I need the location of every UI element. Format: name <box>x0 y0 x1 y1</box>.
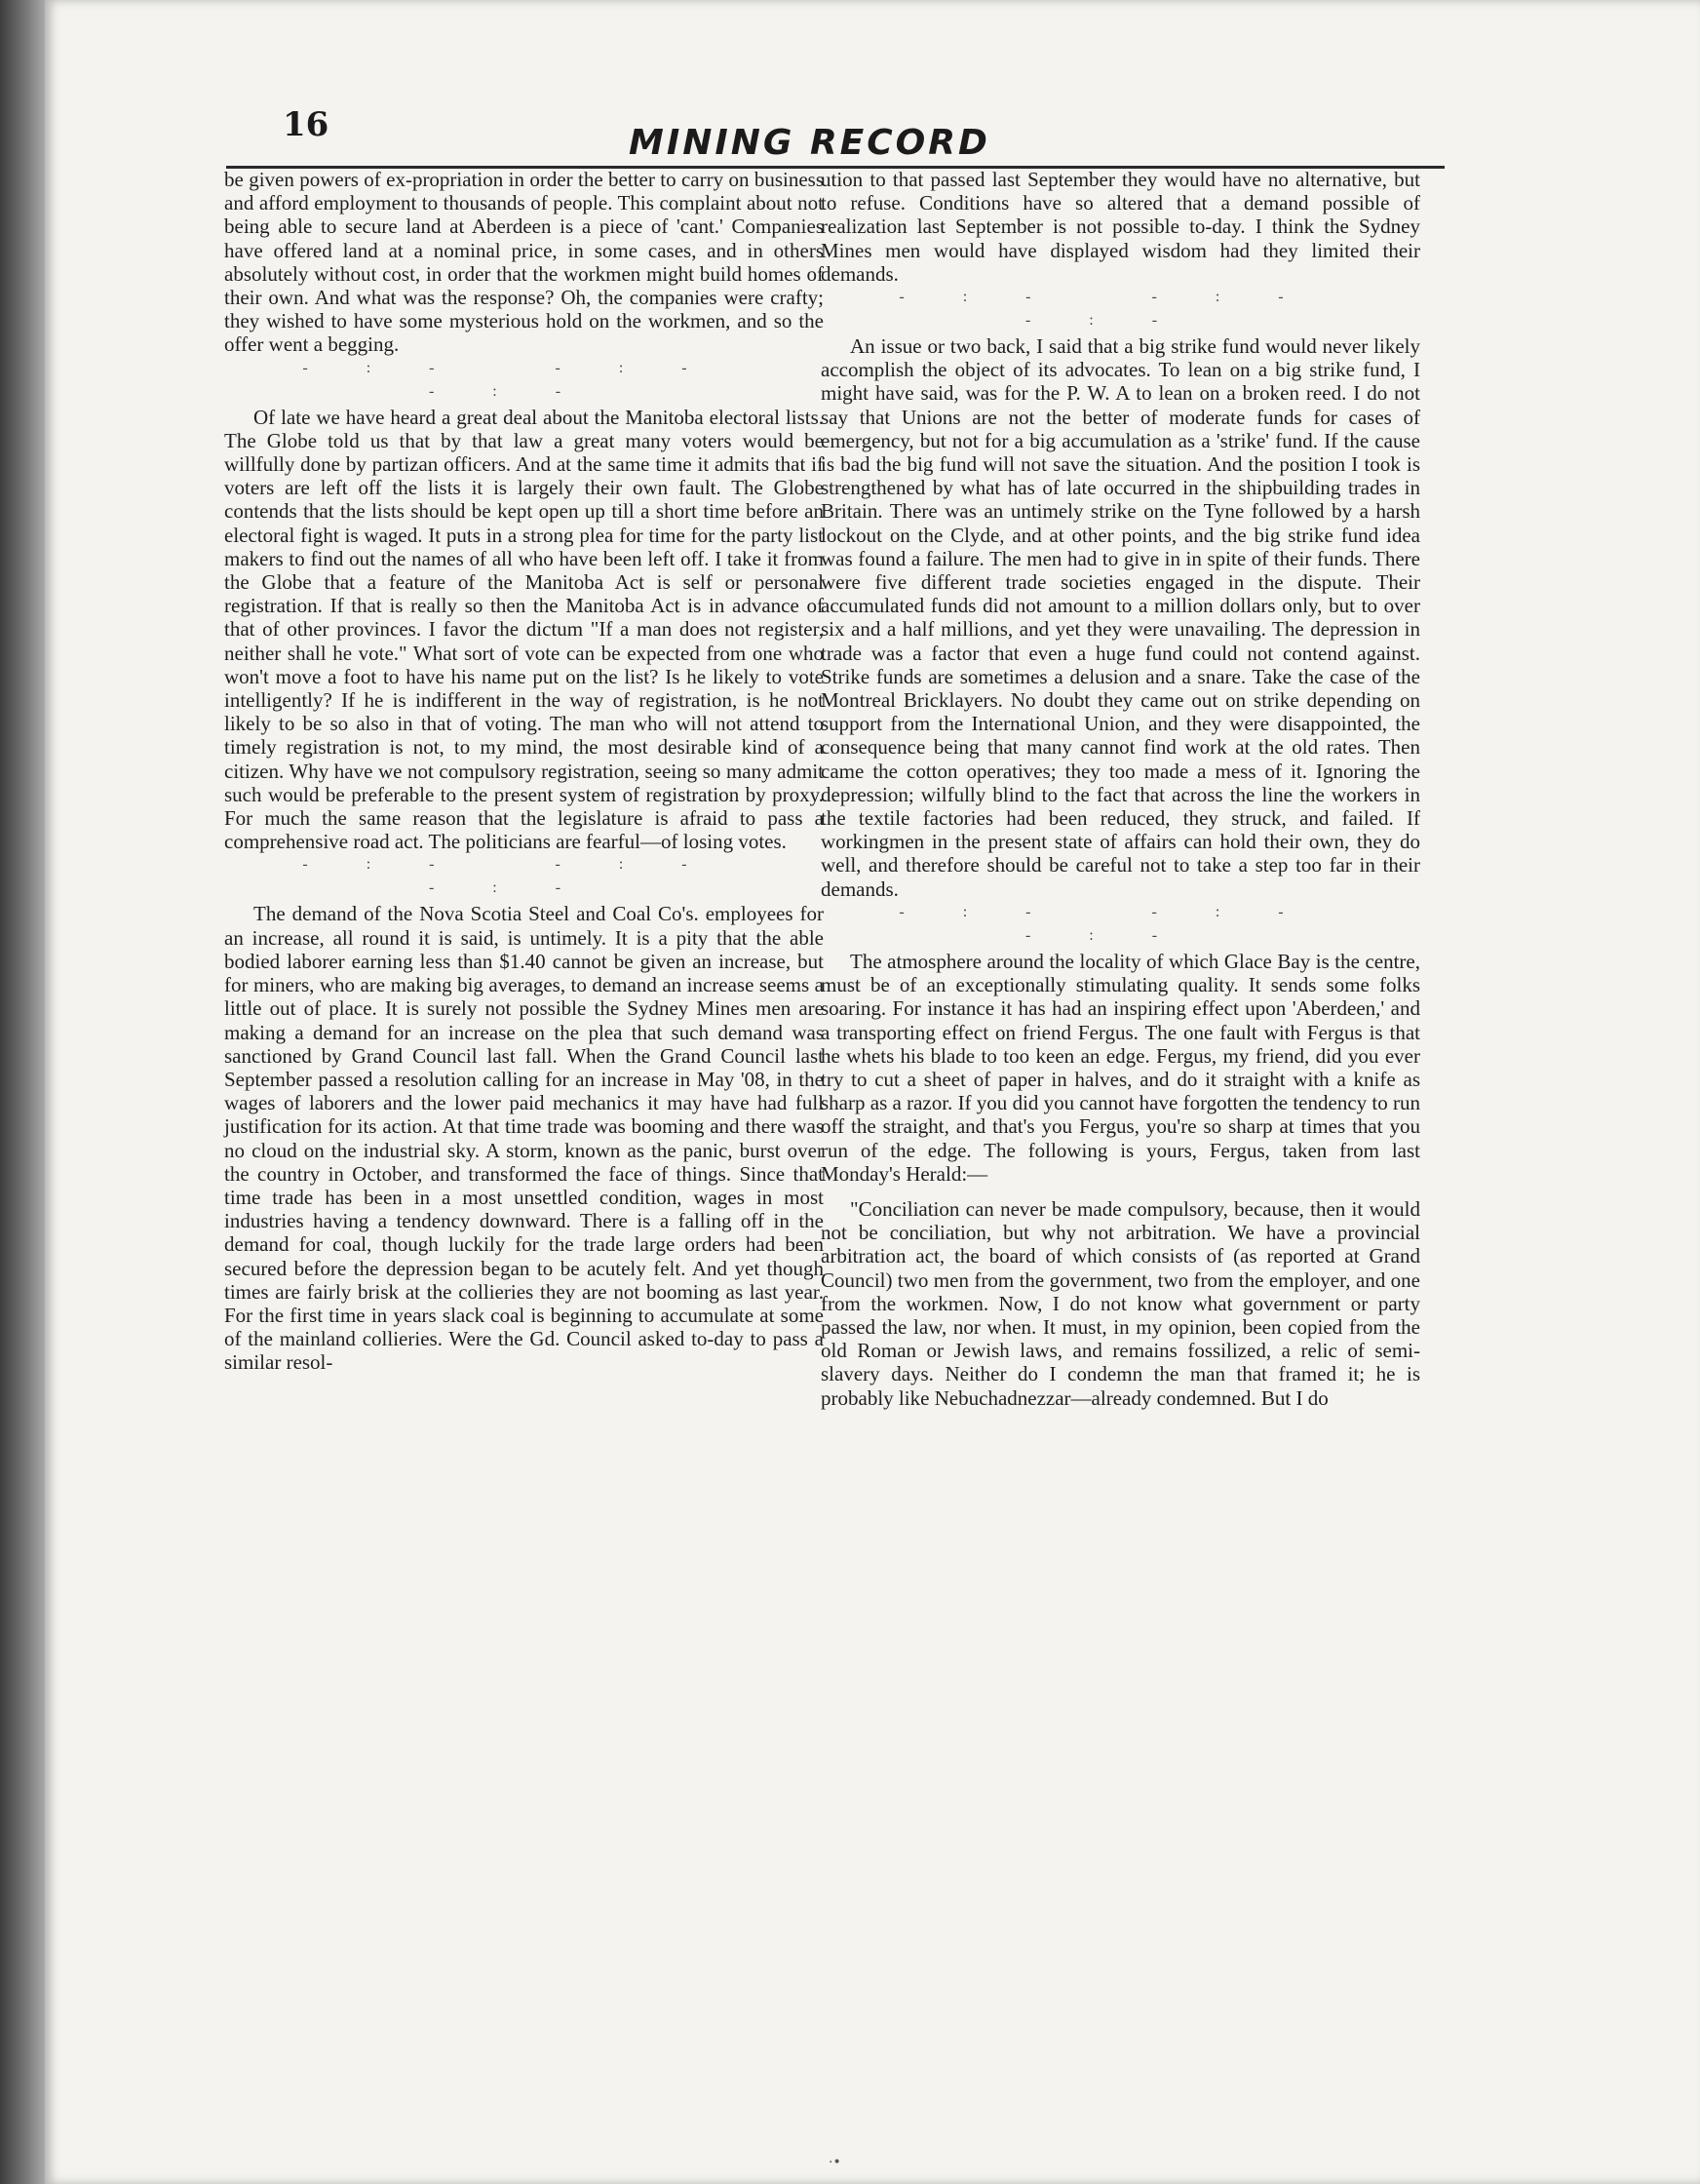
paragraph-gap <box>821 1186 1420 1197</box>
paragraph-resolution-continued: ution to that passed last September they would have no alternative, but to refuse. Conditions have so altered that a demand possible of realization last September is not possible to-day. I think the Sydney Mines men would have displayed wisdom had they limited their demands. <box>821 168 1420 286</box>
paragraph-glace-bay: The atmosphere around the locality of which Glace Bay is the centre, must be of an exceptionally stimulating quality. It sends some folks soaring. For instance it has had an inspiring effect upon 'Aberdeen,' and a transporting effect on friend Fergus. The one fault with Fergus is that he whets his blade to too keen an edge. Fergus, my friend, did you ever try to cut a sheet of paper in halves, and do it straight with a knife as sharp as a razor. If you did you cannot have forgotten the tendency to run off the straight, and that's you Fergus, you're so sharp at times that you run of the edge. The following is yours, Fergus, taken from last Monday's Herald:— <box>821 949 1420 1186</box>
section-separator: -:- -:- -:- <box>302 359 746 400</box>
left-column <box>224 168 824 1375</box>
paragraph-nova-scotia-steel: The demand of the Nova Scotia Steel and Coal Co's. employees for an increase, all round it is said, is untimely. It is a pity that the able bodied laborer earning less than $1.40 cannot be given an increase, but for miners, who are making big averages, to demand an increase seems a little out of place. It is surely not possible the Sydney Mines men are making a demand for an increase on the plea that such demand was sanctioned by Grand Council last fall. When the Grand Council last September passed a resolution calling for an increase in May '08, in the wages of laborers and the lower paid mechanics it may have had full justification for its action. At that time trade was booming and there was no cloud on the industrial sky. A storm, known as the panic, burst over the country in October, and transformed the face of things. Since that time trade has been in a most unsettled condition, wages in most industries having a tendency downward. There is a falling off in the demand for coal, though luckily for the trade large orders had been secured before the depression began to be acutely felt. And yet though times are fairly brisk at the collieries they are not booming as last year. For the first time in years slack coal is beginning to accumulate at some of the mainland collieries. Were the Gd. Council asked to-day to pass a similar resol- <box>224 902 824 1375</box>
paragraph-aberdeen-land: be given powers of ex-propriation in order the better to carry on business and afford employment to thousands of people. This complaint about not being able to secure land at Aberdeen is a piece of 'cant.' Companies have offered land at a nominal price, in some cases, and in others absolutely without cost, in order that the workmen might build homes of their own. And what was the response? Oh, the companies were crafty; they wished to have some mysterious hold on the workmen, and so the offer went a begging. <box>224 168 824 357</box>
section-separator: -:- -:- -:- <box>302 856 746 897</box>
footer-mark: ·• <box>829 2155 841 2170</box>
book-spine <box>0 0 45 2184</box>
paragraph-conciliation-quote: "Conciliation can never be made compulsory, because, then it would not be conciliation, but why not arbitration. We have a provincial arbitration act, the board of which consists of (as reported at Grand Council) two men from the government, two from the employer, and one from the workmen. Now, I do not know what government or party passed the law, nor when. It must, in my opinion, been copied from the old Roman or Jewish laws, and remains fossilized, a relic of semi-slavery days. Neither do I condemn the man that framed it; he is probably like Nebuchadnezzar—already condemned. But I do <box>821 1196 1420 1410</box>
paragraph-manitoba-lists: Of late we have heard a great deal about the Manitoba electoral lists. The Globe told us that by that law a great many voters would be willfully done by partizan officers. And at the same time it admits that if voters are left off the lists it is largely their own fault. The Globe contends that the lists should be kept open up till a short time before an electoral fight is waged. It puts in a strong plea for time for the party list makers to find out the names of all who have been left off. I take it from the Globe that a feature of the Manitoba Act is self or personal registration. If that is really so then the Manitoba Act is in advance of that of other provinces. I favor the dictum "If a man does not register, neither shall he vote." What sort of vote can be expected from one who won't move a foot to have his name put on the list? Is he likely to vote intelligently? If he is indifferent in the way of registration, is he not likely to be so also in that of voting. The man who will not attend to timely registration is not, to my mind, the most desirable kind of a citizen. Why have we not compulsory registration, seeing so many admit such would be preferable to the present system of registration by proxy. For much the same reason that the legislature is afraid to pass a comprehensive road act. The politicians are fearful—of losing votes. <box>224 405 824 854</box>
section-separator: -:- -:- -:- <box>899 289 1342 330</box>
paragraph-strike-fund: An issue or two back, I said that a big strike fund would never likely accomplish the object of its advocates. To lean on a big strike fund, I might have said, was for the P. W. A to lean on a broken reed. I do not say that Unions are not the better of moderate funds for cases of emergency, but not for a big accumulation as a 'strike' fund. If the cause is bad the big fund will not save the situation. And the position I took is strengthened by what has of late occurred in the shipbuilding trades in Britain. There was an untimely strike on the Tyne followed by a harsh lockout on the Clyde, and at other points, and the big strike fund idea was found a failure. The men had to give in in spite of their funds. There were five different trade societies engaged in the dispute. Their accumulated funds did not amount to a million dollars only, but to over six and a half millions, and yet they were unavailing. The depression in trade was a factor that even a huge fund could not contend against. Strike funds are sometimes a delusion and a snare. Take the case of the Montreal Bricklayers. No doubt they came out on strike depending on support from the International Union, and they were disappointed, the consequence being that many cannot find work at the old rates. Then came the cotton operatives; they too made a mess of it. Ignoring the depression; wilfully blind to the fact that across the line the workers in the textile factories had been reduced, they struck, and failed. If workingmen in the present state of affairs can hold their own, they do well, and therefore should be careful not to take a step too far in their demands. <box>821 334 1420 901</box>
right-column <box>821 168 1420 1410</box>
masthead-title: MINING RECORD <box>629 123 990 163</box>
page-number: 16 <box>283 105 329 144</box>
section-separator: -:- -:- -:- <box>899 903 1342 944</box>
